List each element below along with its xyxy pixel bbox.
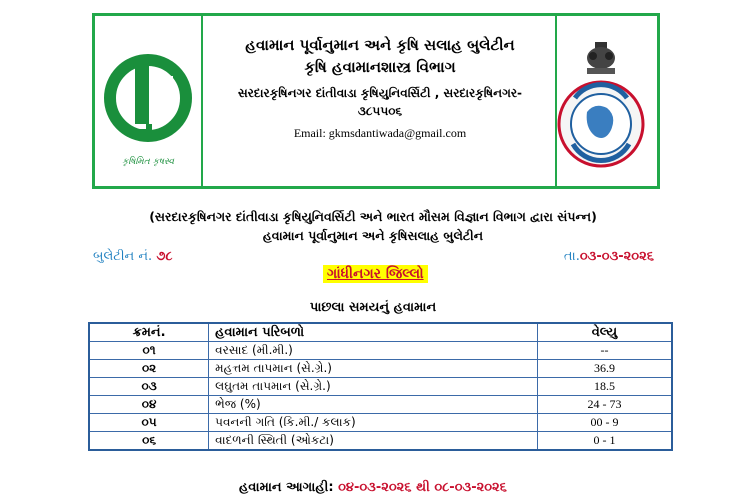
bulletin-number [93,249,173,264]
row-serial: ૦૪ [89,396,209,414]
table-row [89,414,672,432]
bulletin-date-label: તા. [563,249,580,264]
forecast-label: હવામાન આગાહી: [239,480,334,495]
column-header-value: વેલ્યુ [537,323,672,342]
row-parameter: લઘુતમ તાપમાન (સે.ગ્રે.) [209,378,538,396]
address [205,84,555,120]
header-box [92,13,660,189]
past-weather-table [88,322,673,451]
subtitle-line2: હવામાન પૂર્વાનુમાન અને કૃષિસલાહ બુલેટીન [262,228,484,243]
table-row [89,432,672,451]
department-name: કૃષિ હવામાનશાસ્ત્ર વિભાગ [304,58,456,76]
row-value: 24 - 73 [537,396,672,414]
bulletin-date-value: ૦૩-૦૩-૨૦૨૬ [579,249,654,264]
bulletin-number-value: ૭૮ [156,249,173,264]
address-line1: સરદારકૃષિનગર દાંતીવાડા કૃષિયુનિવર્સિટી , સરદારકૃષિનગર- [237,86,523,100]
header-text [205,34,555,141]
table-row [89,396,672,414]
row-parameter: પવનની ગતિ (કિ.મી./ કલાક) [209,414,538,432]
past-weather-title: પાછલા સમયનું હવામાન [309,300,437,315]
row-serial: ૦૫ [89,414,209,432]
bulletin-number-label: બુલેટીન નં. [93,249,153,264]
district-name: ગાંધીનગર જિલ્લો [323,265,428,283]
forecast-heading [0,480,746,495]
row-value: -- [537,342,672,360]
row-value: 0 - 1 [537,432,672,451]
row-parameter: વરસાદ (મી.મી.) [209,342,538,360]
row-value: 00 - 9 [537,414,672,432]
imd-emblem-icon [555,32,647,177]
table-header-row [89,323,672,342]
bulletin-title: હવામાન પૂર્વાનુમાન અને કૃષિ સલાહ બુલેટીન [245,36,515,54]
column-header-parameter: હવામાન પરિબળો [209,323,538,342]
forecast-range: ૦૪-૦૩-૨૦૨૬ થી ૦૮-૦૩-૨૦૨૬ [338,480,507,495]
row-parameter: વાદળની સ્થિતી (ઓકટા) [209,432,538,451]
row-value: 18.5 [537,378,672,396]
table-row [89,378,672,396]
row-serial: ૦૬ [89,432,209,451]
table-row [89,360,672,378]
bulletin-date [564,249,654,264]
university-logo-icon [103,36,193,176]
row-parameter: મહત્તમ તાપમાન (સે.ગ્રે.) [209,360,538,378]
left-logo-tagline: કૃષિમિત કૃષસ્વ [121,157,175,167]
email: Email: gkmsdantiwada@gmail.com [293,126,467,140]
header-divider-left [201,16,203,186]
row-parameter: ભેજ (%) [209,396,538,414]
subtitle-line1: (સરદારકૃષિનગર દાંતીવાડા કૃષિયુનિવર્સિટી અને ભારત મૌસમ વિજ્ઞાન વિભાગ દ્વારા સંપન્ન) [149,209,597,224]
row-value: 36.9 [537,360,672,378]
table-row [89,342,672,360]
row-serial: ૦૩ [89,378,209,396]
row-serial: ૦૧ [89,342,209,360]
column-header-serial: ક્રમનં. [89,323,209,342]
row-serial: ૦૨ [89,360,209,378]
address-line2: ૩૮૫૫૦૬ [357,104,403,118]
